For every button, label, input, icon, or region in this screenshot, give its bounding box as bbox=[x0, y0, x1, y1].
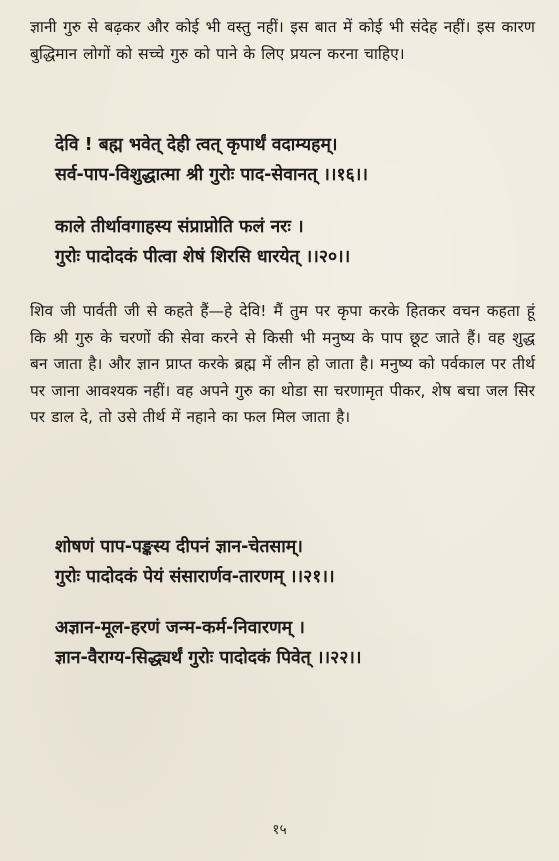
verse-21 bbox=[55, 532, 545, 592]
verse-22-line-1: अज्ञान-मूल-हरणं जन्म-कर्म-निवारणम् । bbox=[55, 618, 305, 638]
page-number: १५ bbox=[272, 822, 287, 838]
verse-21-line-1: शोषणं पाप-पङ्कस्य दीपनं ज्ञान-चेतसाम्। bbox=[55, 537, 303, 557]
verse-19 bbox=[55, 130, 545, 190]
intro-paragraph: ज्ञानी गुरु से बढ़कर और कोई भी वस्तु नहीं। इस बात में कोई भी संदेह नहीं। इस कारण बुद्धिमान लोगों को सच्चे गुरु को पाने के लिए प्रयत्न करना चाहिए। bbox=[30, 18, 535, 63]
verse-22 bbox=[55, 613, 545, 673]
verse-21-line-2: गुरोः पादोदकं पेयं संसारार्णव-तारणम् ।।२१।। bbox=[55, 567, 335, 587]
verse-22-line-2: ज्ञान-वैराग्य-सिद्ध्यर्थं गुरोः पादोदकं पिवेत् ।।२२।। bbox=[55, 648, 362, 668]
verse-19-line-2: सर्व-पाप-विशुद्धात्मा श्री गुरोः पाद-सेवानत् ।।१६।। bbox=[55, 165, 368, 185]
verse-20-line-1: काले तीर्थावगाहस्य संप्राप्नोति फलं नरः । bbox=[55, 217, 304, 237]
verse-20-line-2: गुरोः पादोदकं पीत्वा शेषं शिरसि धारयेत् ।।२०।। bbox=[55, 247, 351, 267]
verse-20 bbox=[55, 212, 545, 272]
verse-19-line-1: देवि ! बह्म भवेत् देही त्वत् कृपार्थं वदाम्यहम्। bbox=[55, 135, 338, 155]
explanation-paragraph: शिव जी पार्वती जी से कहते हैं—हे देवि! मैं तुम पर कृपा करके हितकर वचन कहता हूं कि श्री गुरु के चरणों की सेवा करने से किसी भी मनुष्य के पाप छूट जाते हैं। वह शुद्ध बन जाता है। और ज्ञान प्राप्त करके ब्रह्म में लीन हो जाता है। मनुष्य को पर्वकाल पर तीर्थ पर जाना आवश्यक नहीं। वह अपने गुरु का थोडा सा चरणामृत पीकर, शेष बचा जल सिर पर डाल दे, तो उसे तीर्थ में नहाने का फल मिल जाता है। bbox=[30, 302, 535, 426]
